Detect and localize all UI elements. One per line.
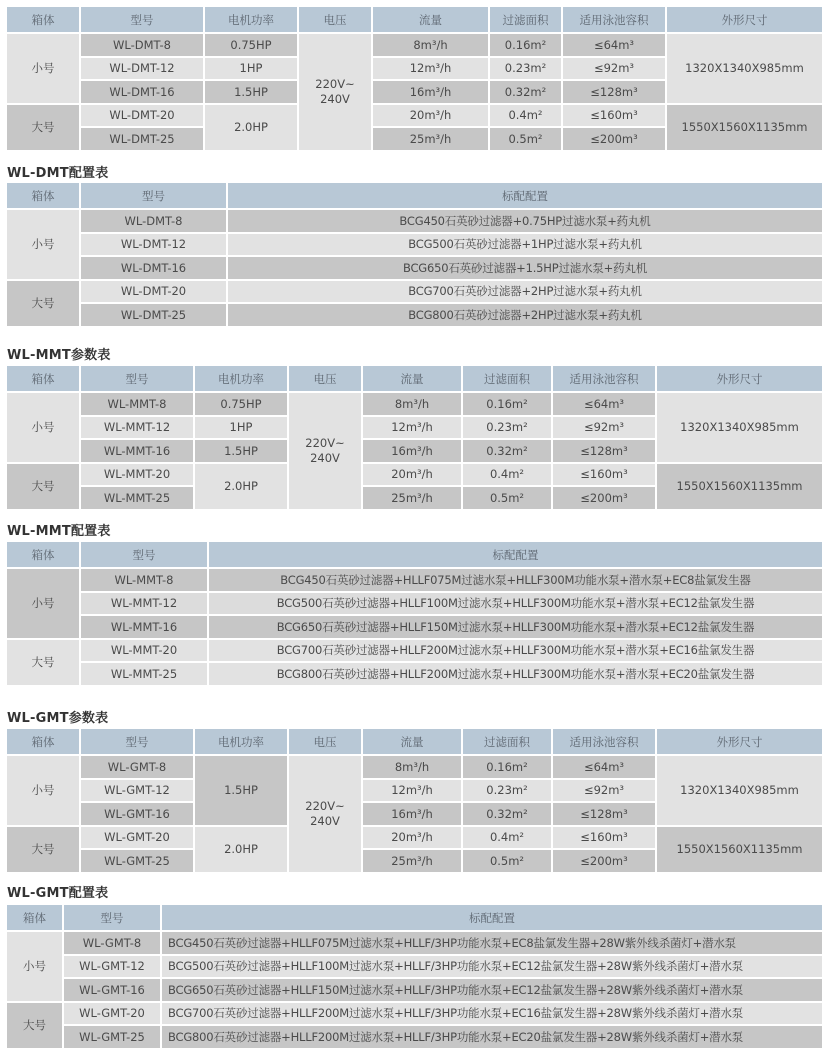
mmt-param-table xyxy=(5,364,824,511)
area-cell: 0.4m² xyxy=(463,827,551,849)
dims-cell: 1320X1340X985mm xyxy=(667,34,822,103)
flow-cell: 20m³/h xyxy=(373,105,488,127)
area-cell: 0.5m² xyxy=(463,487,551,509)
col-header: 型号 xyxy=(64,905,160,930)
pool-cell: ≤200m³ xyxy=(553,487,655,509)
model-cell: WL-GMT-25 xyxy=(81,850,193,872)
pool-cell: ≤92m³ xyxy=(553,780,655,802)
mmt-param-title: WL-MMT参数表 xyxy=(7,348,111,363)
dims-cell: 1550X1560X1135mm xyxy=(657,827,822,872)
model-cell: WL-MMT-25 xyxy=(81,487,193,509)
config-cell: BCG700石英砂过滤器+2HP过滤水泵+药丸机 xyxy=(228,281,822,303)
pool-cell: ≤160m³ xyxy=(563,105,665,127)
voltage-cell: 220V~ 240V xyxy=(289,393,361,509)
model-cell: WL-GMT-20 xyxy=(64,1003,160,1025)
pool-cell: ≤128m³ xyxy=(553,803,655,825)
config-cell: BCG700石英砂过滤器+HLLF200M过滤水泵+HLLF300M功能水泵+潜水泵+EC16盐氯发生器 xyxy=(209,640,822,662)
col-header: 外形尺寸 xyxy=(657,366,822,391)
area-cell: 0.16m² xyxy=(490,34,561,56)
voltage-cell: 220V~ 240V xyxy=(299,34,371,150)
table-row xyxy=(7,956,822,978)
col-header: 过滤面积 xyxy=(463,729,551,754)
flow-cell: 16m³/h xyxy=(373,81,488,103)
dims-cell: 1550X1560X1135mm xyxy=(667,105,822,150)
col-header: 型号 xyxy=(81,366,193,391)
model-cell: WL-DMT-16 xyxy=(81,81,203,103)
pool-cell: ≤160m³ xyxy=(553,827,655,849)
size-cell: 大号 xyxy=(7,827,79,872)
model-cell: WL-GMT-8 xyxy=(64,932,160,954)
gmt-param-table xyxy=(5,727,824,874)
table-header-row xyxy=(7,729,822,754)
col-header: 箱体 xyxy=(7,7,79,32)
table-row xyxy=(7,827,822,849)
power-cell: 0.75HP xyxy=(195,393,287,415)
pool-cell: ≤128m³ xyxy=(553,440,655,462)
pool-cell: ≤200m³ xyxy=(553,850,655,872)
mmt-config-title: WL-MMT配置表 xyxy=(7,524,111,539)
model-cell: WL-GMT-16 xyxy=(81,803,193,825)
area-cell: 0.16m² xyxy=(463,393,551,415)
size-cell: 大号 xyxy=(7,281,79,326)
area-cell: 0.5m² xyxy=(463,850,551,872)
col-header: 适用泳池容积 xyxy=(553,729,655,754)
size-cell: 小号 xyxy=(7,393,79,462)
flow-cell: 25m³/h xyxy=(373,128,488,150)
pool-cell: ≤92m³ xyxy=(553,417,655,439)
config-cell: BCG650石英砂过滤器+HLLF150M过滤水泵+HLLF300M功能水泵+潜水泵+EC12盐氯发生器 xyxy=(209,616,822,638)
model-cell: WL-DMT-12 xyxy=(81,58,203,80)
pool-cell: ≤64m³ xyxy=(553,756,655,778)
model-cell: WL-DMT-25 xyxy=(81,304,226,326)
area-cell: 0.32m² xyxy=(463,440,551,462)
flow-cell: 8m³/h xyxy=(363,756,461,778)
table-row xyxy=(7,756,822,778)
col-header: 箱体 xyxy=(7,183,79,208)
power-cell: 0.75HP xyxy=(205,34,297,56)
pool-cell: ≤64m³ xyxy=(563,34,665,56)
table-header-row xyxy=(7,183,822,208)
col-header: 外形尺寸 xyxy=(657,729,822,754)
gmt-config-table xyxy=(5,903,824,1050)
dims-cell: 1320X1340X985mm xyxy=(657,756,822,825)
area-cell: 0.4m² xyxy=(463,464,551,486)
dmt-param-table xyxy=(5,5,824,152)
pool-cell: ≤128m³ xyxy=(563,81,665,103)
flow-cell: 20m³/h xyxy=(363,464,461,486)
col-header: 电机功率 xyxy=(195,366,287,391)
size-cell: 小号 xyxy=(7,932,62,1001)
model-cell: WL-DMT-20 xyxy=(81,281,226,303)
dmt-config-title: WL-DMT配置表 xyxy=(7,166,109,181)
col-header: 流量 xyxy=(373,7,488,32)
col-header: 箱体 xyxy=(7,366,79,391)
area-cell: 0.32m² xyxy=(463,803,551,825)
col-header: 型号 xyxy=(81,542,207,567)
col-header: 外形尺寸 xyxy=(667,7,822,32)
model-cell: WL-MMT-25 xyxy=(81,663,207,685)
col-header: 箱体 xyxy=(7,729,79,754)
config-cell: BCG800石英砂过滤器+HLLF200M过滤水泵+HLLF/3HP功能水泵+EC20盐氯发生器+28W紫外线杀菌灯+潜水泵 xyxy=(162,1026,822,1048)
area-cell: 0.23m² xyxy=(463,417,551,439)
voltage-cell: 220V~ 240V xyxy=(289,756,361,872)
table-row xyxy=(7,393,822,415)
col-header: 型号 xyxy=(81,7,203,32)
col-header: 过滤面积 xyxy=(463,366,551,391)
size-cell: 小号 xyxy=(7,569,79,638)
col-header: 电机功率 xyxy=(205,7,297,32)
power-cell: 2.0HP xyxy=(195,464,287,509)
flow-cell: 25m³/h xyxy=(363,487,461,509)
table-row xyxy=(7,663,822,685)
model-cell: WL-MMT-20 xyxy=(81,640,207,662)
size-cell: 大号 xyxy=(7,464,79,509)
model-cell: WL-MMT-12 xyxy=(81,417,193,439)
flow-cell: 8m³/h xyxy=(373,34,488,56)
col-header: 箱体 xyxy=(7,542,79,567)
model-cell: WL-GMT-16 xyxy=(64,979,160,1001)
model-cell: WL-DMT-8 xyxy=(81,34,203,56)
pool-cell: ≤64m³ xyxy=(553,393,655,415)
col-header: 标配配置 xyxy=(162,905,822,930)
size-cell: 大号 xyxy=(7,1003,62,1048)
table-header-row xyxy=(7,7,822,32)
config-cell: BCG500石英砂过滤器+HLLF100M过滤水泵+HLLF300M功能水泵+潜水泵+EC12盐氯发生器 xyxy=(209,593,822,615)
table-row xyxy=(7,593,822,615)
power-cell: 2.0HP xyxy=(205,105,297,150)
area-cell: 0.23m² xyxy=(463,780,551,802)
model-cell: WL-MMT-20 xyxy=(81,464,193,486)
model-cell: WL-DMT-25 xyxy=(81,128,203,150)
model-cell: WL-DMT-20 xyxy=(81,105,203,127)
col-header: 适用泳池容积 xyxy=(563,7,665,32)
area-cell: 0.16m² xyxy=(463,756,551,778)
model-cell: WL-MMT-16 xyxy=(81,440,193,462)
config-cell: BCG650石英砂过滤器+1.5HP过滤水泵+药丸机 xyxy=(228,257,822,279)
config-cell: BCG700石英砂过滤器+HLLF200M过滤水泵+HLLF/3HP功能水泵+EC16盐氯发生器+28W紫外线杀菌灯+潜水泵 xyxy=(162,1003,822,1025)
model-cell: WL-GMT-8 xyxy=(81,756,193,778)
model-cell: WL-GMT-12 xyxy=(81,780,193,802)
config-cell: BCG450石英砂过滤器+HLLF075M过滤水泵+HLLF/3HP功能水泵+EC8盐氯发生器+28W紫外线杀菌灯+潜水泵 xyxy=(162,932,822,954)
pool-cell: ≤160m³ xyxy=(553,464,655,486)
col-header: 电压 xyxy=(289,366,361,391)
flow-cell: 25m³/h xyxy=(363,850,461,872)
dmt-config-table xyxy=(5,181,824,328)
col-header: 型号 xyxy=(81,729,193,754)
model-cell: WL-GMT-20 xyxy=(81,827,193,849)
col-header: 流量 xyxy=(363,729,461,754)
pool-cell: ≤200m³ xyxy=(563,128,665,150)
power-cell: 1.5HP xyxy=(195,756,287,825)
mmt-config-table xyxy=(5,540,824,687)
config-cell: BCG450石英砂过滤器+HLLF075M过滤水泵+HLLF300M功能水泵+潜水泵+EC8盐氯发生器 xyxy=(209,569,822,591)
config-cell: BCG650石英砂过滤器+HLLF150M过滤水泵+HLLF/3HP功能水泵+EC12盐氯发生器+28W紫外线杀菌灯+潜水泵 xyxy=(162,979,822,1001)
table-row xyxy=(7,257,822,279)
flow-cell: 16m³/h xyxy=(363,803,461,825)
area-cell: 0.5m² xyxy=(490,128,561,150)
config-cell: BCG500石英砂过滤器+1HP过滤水泵+药丸机 xyxy=(228,234,822,256)
table-row xyxy=(7,932,822,954)
table-row xyxy=(7,616,822,638)
model-cell: WL-DMT-8 xyxy=(81,210,226,232)
model-cell: WL-DMT-16 xyxy=(81,257,226,279)
table-header-row xyxy=(7,366,822,391)
size-cell: 小号 xyxy=(7,34,79,103)
model-cell: WL-DMT-12 xyxy=(81,234,226,256)
col-header: 型号 xyxy=(81,183,226,208)
flow-cell: 8m³/h xyxy=(363,393,461,415)
power-cell: 1.5HP xyxy=(195,440,287,462)
flow-cell: 12m³/h xyxy=(363,780,461,802)
model-cell: WL-MMT-16 xyxy=(81,616,207,638)
pool-cell: ≤92m³ xyxy=(563,58,665,80)
power-cell: 1HP xyxy=(205,58,297,80)
power-cell: 1.5HP xyxy=(205,81,297,103)
size-cell: 大号 xyxy=(7,105,79,150)
col-header: 过滤面积 xyxy=(490,7,561,32)
size-cell: 小号 xyxy=(7,210,79,279)
table-row xyxy=(7,979,822,1001)
table-row xyxy=(7,304,822,326)
area-cell: 0.23m² xyxy=(490,58,561,80)
size-cell: 大号 xyxy=(7,640,79,685)
gmt-config-title: WL-GMT配置表 xyxy=(7,886,109,901)
table-row xyxy=(7,34,822,56)
gmt-param-title: WL-GMT参数表 xyxy=(7,711,109,726)
flow-cell: 20m³/h xyxy=(363,827,461,849)
col-header: 电压 xyxy=(299,7,371,32)
flow-cell: 12m³/h xyxy=(363,417,461,439)
table-row xyxy=(7,640,822,662)
table-row xyxy=(7,464,822,486)
config-cell: BCG450石英砂过滤器+0.75HP过滤水泵+药丸机 xyxy=(228,210,822,232)
table-row xyxy=(7,569,822,591)
col-header: 标配配置 xyxy=(228,183,822,208)
model-cell: WL-MMT-8 xyxy=(81,393,193,415)
model-cell: WL-GMT-25 xyxy=(64,1026,160,1048)
col-header: 标配配置 xyxy=(209,542,822,567)
table-row xyxy=(7,210,822,232)
col-header: 电压 xyxy=(289,729,361,754)
dims-cell: 1320X1340X985mm xyxy=(657,393,822,462)
size-cell: 小号 xyxy=(7,756,79,825)
col-header: 电机功率 xyxy=(195,729,287,754)
table-row xyxy=(7,105,822,127)
config-cell: BCG800石英砂过滤器+HLLF200M过滤水泵+HLLF300M功能水泵+潜水泵+EC20盐氯发生器 xyxy=(209,663,822,685)
model-cell: WL-MMT-8 xyxy=(81,569,207,591)
col-header: 箱体 xyxy=(7,905,62,930)
table-header-row xyxy=(7,542,822,567)
config-cell: BCG500石英砂过滤器+HLLF100M过滤水泵+HLLF/3HP功能水泵+EC12盐氯发生器+28W紫外线杀菌灯+潜水泵 xyxy=(162,956,822,978)
dims-cell: 1550X1560X1135mm xyxy=(657,464,822,509)
area-cell: 0.32m² xyxy=(490,81,561,103)
table-header-row xyxy=(7,905,822,930)
table-row xyxy=(7,234,822,256)
col-header: 适用泳池容积 xyxy=(553,366,655,391)
table-row xyxy=(7,1026,822,1048)
model-cell: WL-GMT-12 xyxy=(64,956,160,978)
area-cell: 0.4m² xyxy=(490,105,561,127)
config-cell: BCG800石英砂过滤器+2HP过滤水泵+药丸机 xyxy=(228,304,822,326)
table-row xyxy=(7,1003,822,1025)
power-cell: 2.0HP xyxy=(195,827,287,872)
table-row xyxy=(7,281,822,303)
flow-cell: 12m³/h xyxy=(373,58,488,80)
model-cell: WL-MMT-12 xyxy=(81,593,207,615)
flow-cell: 16m³/h xyxy=(363,440,461,462)
power-cell: 1HP xyxy=(195,417,287,439)
col-header: 流量 xyxy=(363,366,461,391)
